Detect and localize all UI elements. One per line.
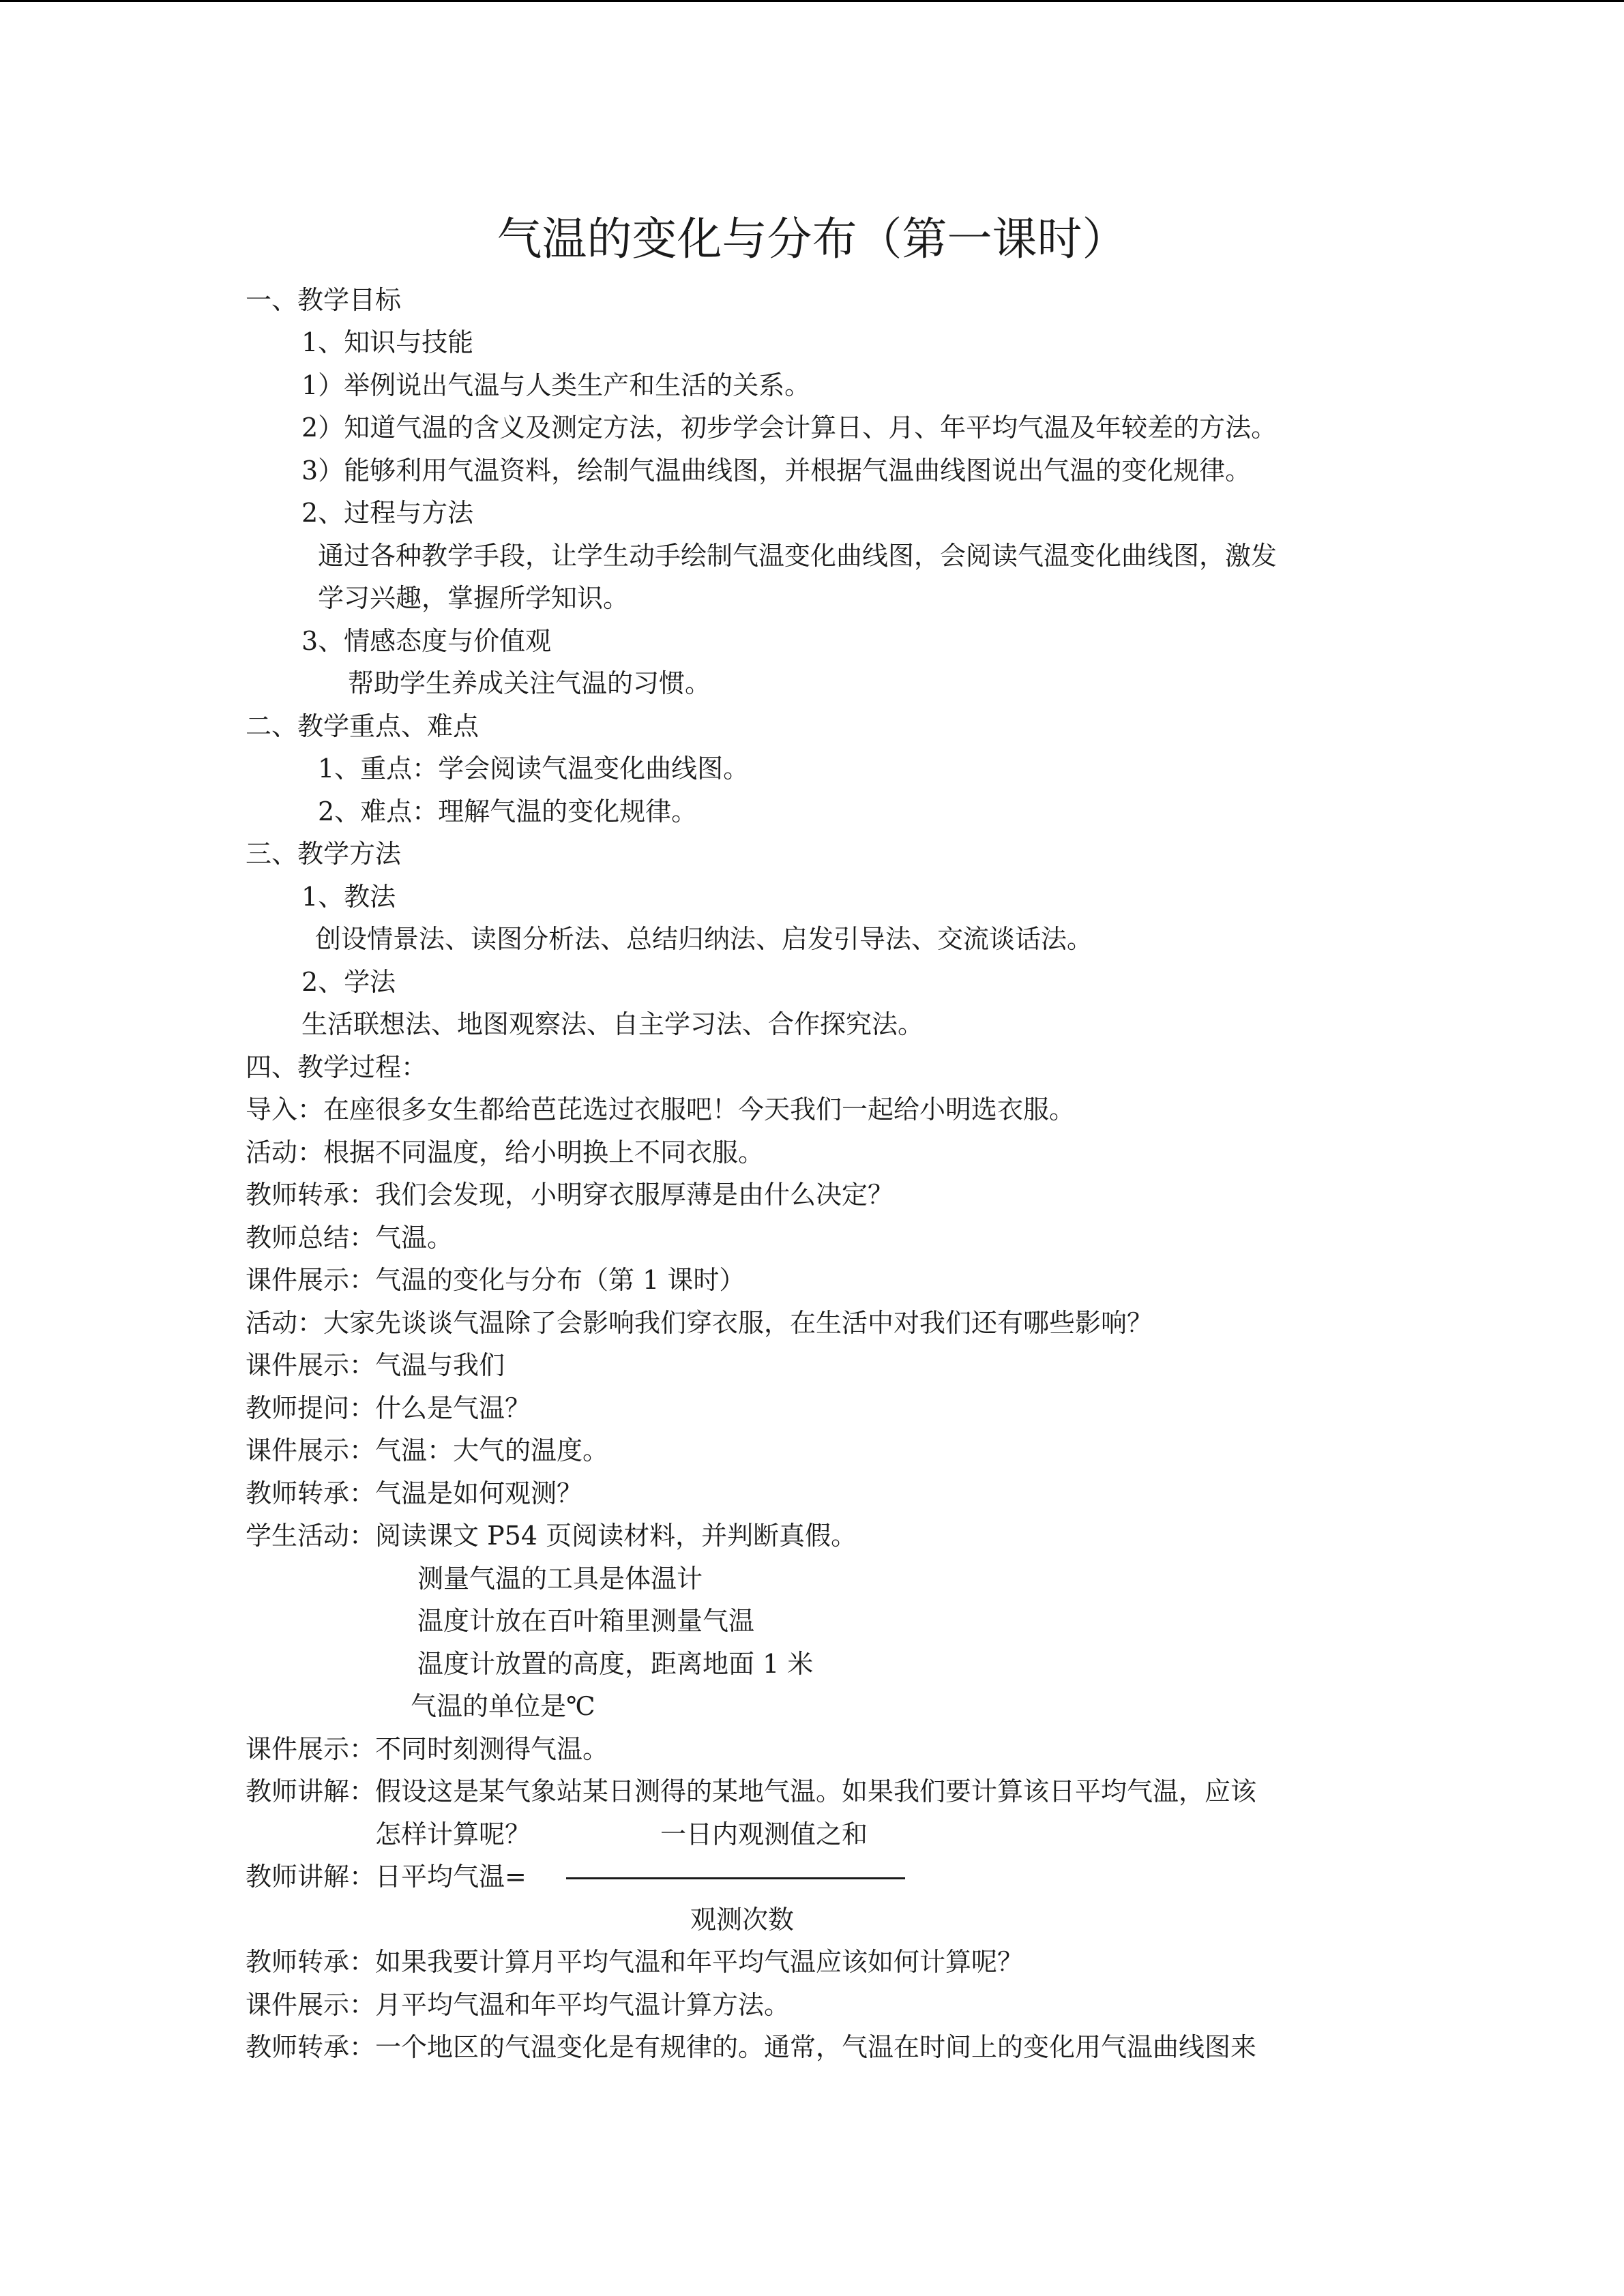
process-line: 活动：根据不同温度，给小明换上不同衣服。 — [246, 1137, 765, 1167]
process-line: 教师转承：我们会发现，小明穿衣服厚薄是由什么决定？ — [246, 1180, 894, 1210]
objective-item: 3）能够利用气温资料，绘制气温曲线图，并根据气温曲线图说出气温的变化规律。 — [301, 456, 1252, 486]
true-false-statement: 温度计放置的高度，距离地面 1 米 — [417, 1649, 814, 1679]
process-line: 课件展示：气温：大气的温度。 — [246, 1435, 609, 1465]
key-point-item: 1、重点：学会阅读气温变化曲线图。 — [318, 754, 750, 784]
process-line: 教师转承：一个地区的气温变化是有规律的。通常，气温在时间上的变化用气温曲线图来 — [246, 2032, 1257, 2062]
process-line: 教师提问：什么是气温？ — [246, 1393, 531, 1423]
formula-denominator: 观测次数 — [690, 1905, 795, 1935]
process-line: 学生活动：阅读课文 P54 页阅读材料，并判断真假。 — [246, 1521, 857, 1551]
section-heading-key-points: 二、教学重点、难点 — [246, 711, 479, 741]
process-line: 教师转承：如果我要计算月平均气温和年平均气温应该如何计算呢？ — [246, 1947, 1024, 1977]
formula-numerator: 一日内观测值之和 — [660, 1819, 868, 1849]
process-line: 课件展示：气温与我们 — [246, 1350, 505, 1380]
objective-item: 1）举例说出气温与人类生产和生活的关系。 — [301, 370, 811, 400]
paragraph-line: 学习兴趣，掌握所学知识。 — [318, 583, 630, 613]
process-line: 活动：大家先谈谈气温除了会影响我们穿衣服，在生活中对我们还有哪些影响？ — [246, 1308, 1153, 1338]
objective-item: 2）知道气温的含义及测定方法，初步学会计算日、月、年平均气温及年较差的方法。 — [301, 413, 1278, 443]
subheading-teaching-method: 1、教法 — [301, 882, 396, 912]
process-line: 课件展示：不同时刻测得气温。 — [246, 1734, 609, 1764]
subheading-emotion-values: 3、情感态度与价值观 — [301, 626, 552, 656]
section-heading-objectives: 一、教学目标 — [246, 285, 402, 315]
true-false-statement: 测量气温的工具是体温计 — [417, 1564, 703, 1594]
process-line: 导入：在座很多女生都给芭芘选过衣服吧！今天我们一起给小明选衣服。 — [246, 1094, 1076, 1124]
paragraph-line: 通过各种教学手段，让学生动手绘制气温变化曲线图，会阅读气温变化曲线图，激发 — [318, 541, 1278, 571]
section-heading-methods: 三、教学方法 — [246, 839, 402, 869]
process-line: 课件展示：气温的变化与分布（第 1 课时） — [246, 1265, 745, 1295]
section-heading-process: 四、教学过程： — [246, 1052, 428, 1082]
true-false-statement: 温度计放在百叶箱里测量气温 — [417, 1606, 755, 1636]
paragraph-line: 帮助学生养成关注气温的习惯。 — [348, 668, 711, 698]
document-title: 气温的变化与分布（第一课时） — [497, 213, 1127, 265]
process-line: 教师转承：气温是如何观测？ — [246, 1478, 583, 1508]
subheading-knowledge-skills: 1、知识与技能 — [301, 327, 474, 357]
paragraph-line: 生活联想法、地图观察法、自主学习法、合作探究法。 — [301, 1009, 924, 1039]
process-line: 怎样计算呢？ — [375, 1819, 531, 1849]
key-point-item: 2、难点：理解气温的变化规律。 — [318, 796, 698, 826]
process-line: 教师讲解：假设这是某气象站某日测得的某地气温。如果我们要计算该日平均气温，应该 — [246, 1776, 1257, 1806]
process-line: 课件展示：月平均气温和年平均气温计算方法。 — [246, 1990, 791, 2020]
formula-fraction-bar — [566, 1877, 905, 1879]
paragraph-line: 创设情景法、读图分析法、总结归纳法、启发引导法、交流谈话法。 — [315, 924, 1093, 954]
subheading-learning-method: 2、学法 — [301, 967, 396, 997]
top-border-rule — [0, 0, 1624, 2]
formula-label: 教师讲解：日平均气温= — [246, 1862, 527, 1892]
subheading-process-methods: 2、过程与方法 — [301, 498, 474, 528]
true-false-statement: 气温的单位是℃ — [411, 1691, 595, 1721]
process-line: 教师总结：气温。 — [246, 1223, 454, 1253]
